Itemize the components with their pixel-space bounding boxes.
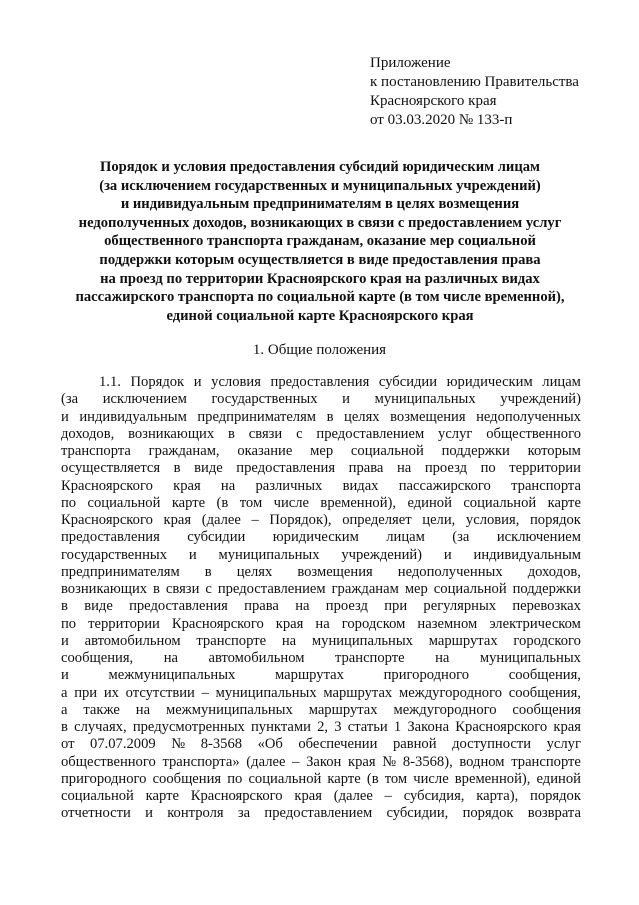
- body-line: в случаях, предусмотренных пунктами 2, 3 статьи 1 Закона Красноярского края: [61, 719, 581, 735]
- body-line: предпринимателям в целях возмещения недополученных доходов,: [61, 563, 581, 580]
- body-line: по социальной карте (в том числе временной), единой социальной карте: [61, 494, 581, 511]
- body-line: отчетности и контроля за предоставлением субсидии, порядок возврата: [61, 805, 581, 822]
- title-line: (за исключением государственных и муниципальных учреждений): [99, 177, 541, 194]
- title-line: недополученных доходов, возникающих в связи с предоставлением услуг: [78, 214, 562, 231]
- body-line: от 07.07.2009 № 8-3568 «Об обеспечении равной доступности услуг: [61, 736, 581, 753]
- body-line: доходов, возникающих в связи с предоставлением услуг общественного: [61, 425, 581, 442]
- body-line: и автомобильном транспорте на муниципальных маршрутах городского: [61, 632, 581, 649]
- body-line: сообщения, на автомобильном транспорте на муниципальных: [61, 650, 581, 666]
- title-line: и индивидуальным предпринимателям в целях возмещения: [120, 196, 520, 213]
- body-line: Красноярского края (далее – Порядок), определяет цели, условия, порядок: [61, 512, 581, 528]
- body-line: в виде предоставления права на проезд при регулярных перевозках: [61, 598, 581, 615]
- title-line: Порядок и условия предоставления субсидий юридическим лицам: [100, 159, 540, 175]
- annex-line: к постановлению Правительства: [370, 74, 579, 90]
- title-line: пассажирского транспорта по социальной карте (в том числе временной),: [75, 289, 565, 306]
- body-line: а также на межмуниципальных маршрутах междугородного сообщения: [61, 701, 581, 718]
- body-line: общественного транспорта» (далее – Закон края № 8-3568), водном транспорте: [61, 753, 581, 770]
- body-line: осуществляется в виде предоставления права на проезд по территории: [61, 460, 581, 477]
- document-title: [60, 158, 580, 325]
- body-line: и индивидуальным предпринимателям в целях возмещения недополученных: [61, 408, 581, 425]
- body-line: предоставления субсидии юридическим лицам (за исключением: [61, 529, 581, 546]
- title-line: поддержки которым осуществляется в виде предоставления права: [99, 251, 541, 268]
- body-line: Красноярского края на различных видах пассажирского транспорта: [61, 477, 581, 494]
- annex-line: Красноярского края: [370, 93, 497, 109]
- body-line: пригородного сообщения по социальной карте (в том числе временной), единой: [61, 770, 581, 787]
- annex-line: Приложение: [370, 55, 451, 71]
- body-line: транспорта гражданам, оказание мер социальной поддержки которым: [61, 443, 581, 459]
- annex-header: [370, 54, 579, 130]
- section-heading: 1. Общие положения: [252, 342, 387, 358]
- body-line: возникающих в связи с предоставлением гражданам мер социальной поддержки: [61, 581, 581, 597]
- body-line: социальной карте Красноярского края (далее – субсидия, карта), порядок: [61, 788, 581, 804]
- annex-line: от 03.03.2020 № 133-п: [370, 112, 513, 128]
- title-line: единой социальной карте Красноярского края: [166, 307, 474, 324]
- body-line: и межмуниципальных маршрутах пригородного сообщения,: [61, 667, 581, 684]
- body-line: а при их отсутствии – муниципальных маршрутах междугородного сообщения,: [61, 684, 581, 701]
- body-line: (за исключением государственных и муниципальных учреждений): [61, 391, 581, 408]
- title-line: общественного транспорта гражданам, оказание мер социальной: [104, 233, 536, 250]
- body-paragraph: [61, 374, 581, 823]
- body-line: по территории Красноярского края на городском наземном электрическом: [61, 615, 581, 632]
- body-line: государственных и муниципальных учреждений) и индивидуальным: [61, 546, 581, 563]
- title-line: на проезд по территории Красноярского края на различных видах: [100, 270, 540, 287]
- body-line: 1.1. Порядок и условия предоставления субсидии юридическим лицам: [99, 374, 581, 390]
